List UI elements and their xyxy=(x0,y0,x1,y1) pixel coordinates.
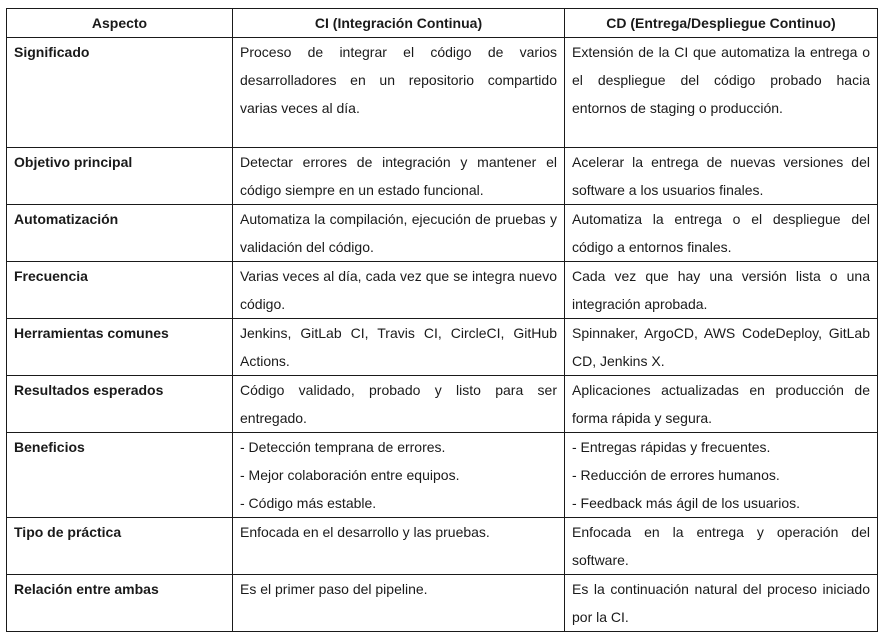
ci-cell: Detectar errores de integración y mantener el código siempre en un estado funcional. xyxy=(233,148,565,205)
cd-cell xyxy=(565,433,878,518)
table-row xyxy=(7,205,878,262)
cd-cell: Acelerar la entrega de nuevas versiones del software a los usuarios finales. xyxy=(565,148,878,205)
comparison-table xyxy=(6,8,878,632)
ci-benefit-item: - Detección temprana de errores. xyxy=(240,439,446,455)
ci-cell xyxy=(233,433,565,518)
ci-cell: Varias veces al día, cada vez que se integra nuevo código. xyxy=(233,262,565,319)
ci-cell: Enfocada en el desarrollo y las pruebas. xyxy=(233,518,565,575)
cd-cell: Spinnaker, ArgoCD, AWS CodeDeploy, GitLab CD, Jenkins X. xyxy=(565,319,878,376)
ci-cell: Automatiza la compilación, ejecución de pruebas y validación del código. xyxy=(233,205,565,262)
aspect-cell: Automatización xyxy=(7,205,233,262)
cd-cell: Cada vez que hay una versión lista o una integración aprobada. xyxy=(565,262,878,319)
aspect-cell: Beneficios xyxy=(7,433,233,518)
ci-cell: Jenkins, GitLab CI, Travis CI, CircleCI, GitHub Actions. xyxy=(233,319,565,376)
table-row xyxy=(7,433,878,518)
ci-benefit-item: - Código más estable. xyxy=(240,495,377,511)
cd-benefit-item: - Reducción de errores humanos. xyxy=(572,467,780,483)
cd-cell: Automatiza la entrega o el despliegue del código a entornos finales. xyxy=(565,205,878,262)
header-cd: CD (Entrega/Despliegue Continuo) xyxy=(565,9,878,38)
cd-cell: Extensión de la CI que automatiza la entrega o el despliegue del código probado hacia entornos de staging o producción. xyxy=(565,38,878,148)
cd-benefit-item: - Entregas rápidas y frecuentes. xyxy=(572,439,771,455)
table-row xyxy=(7,575,878,632)
aspect-cell: Objetivo principal xyxy=(7,148,233,205)
aspect-cell: Frecuencia xyxy=(7,262,233,319)
ci-cell: Es el primer paso del pipeline. xyxy=(233,575,565,632)
aspect-cell: Resultados esperados xyxy=(7,376,233,433)
table-row xyxy=(7,38,878,148)
cd-cell: Enfocada en la entrega y operación del software. xyxy=(565,518,878,575)
header-ci: CI (Integración Continua) xyxy=(233,9,565,38)
header-aspecto: Aspecto xyxy=(7,9,233,38)
table-row xyxy=(7,319,878,376)
table-row xyxy=(7,148,878,205)
ci-cell: Código validado, probado y listo para ser entregado. xyxy=(233,376,565,433)
ci-cell: Proceso de integrar el código de varios desarrolladores en un repositorio compartido varias veces al día. xyxy=(233,38,565,148)
table-row xyxy=(7,262,878,319)
aspect-cell: Significado xyxy=(7,38,233,148)
aspect-cell: Tipo de práctica xyxy=(7,518,233,575)
cd-cell: Aplicaciones actualizadas en producción de forma rápida y segura. xyxy=(565,376,878,433)
cd-benefit-item: - Feedback más ágil de los usuarios. xyxy=(572,495,800,511)
table-row xyxy=(7,376,878,433)
cd-cell: Es la continuación natural del proceso iniciado por la CI. xyxy=(565,575,878,632)
aspect-cell: Herramientas comunes xyxy=(7,319,233,376)
ci-benefit-item: - Mejor colaboración entre equipos. xyxy=(240,467,460,483)
header-row xyxy=(7,9,878,38)
table-row xyxy=(7,518,878,575)
aspect-cell: Relación entre ambas xyxy=(7,575,233,632)
